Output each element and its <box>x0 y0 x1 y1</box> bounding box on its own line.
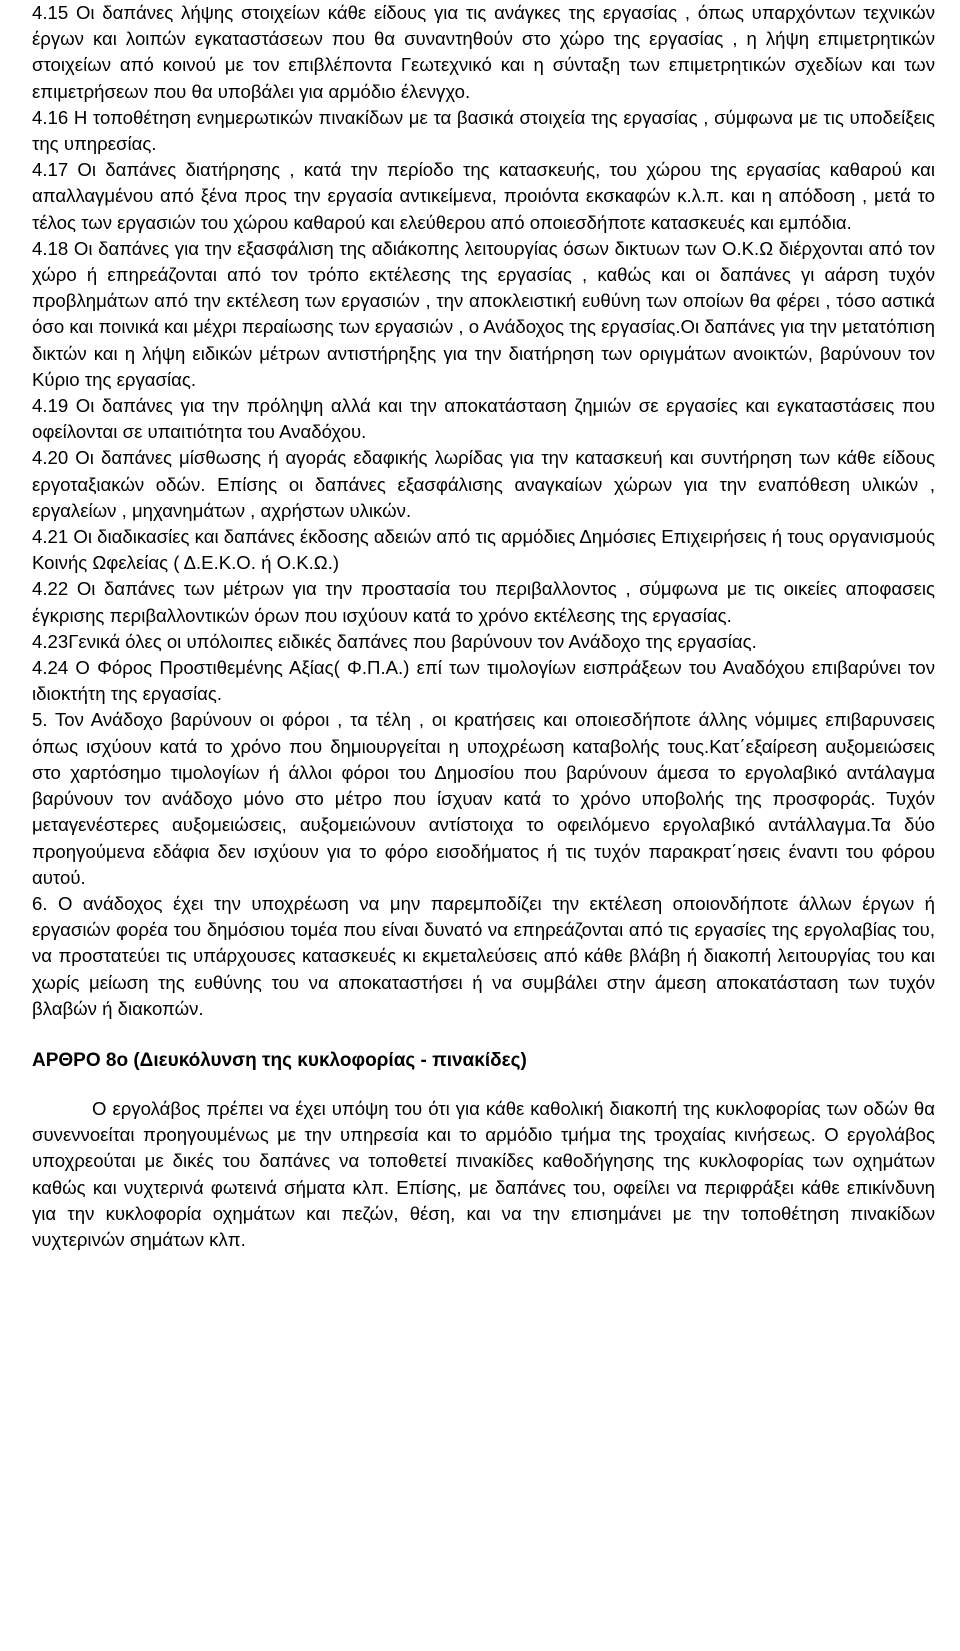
paragraph-5: 5. Τον Ανάδοχο βαρύνουν οι φόροι , τα τέλη , οι κρατήσεις και οποιεσδήποτε άλλης νόμιμες επιβαρυνσεις όπως ισχύουν κατά το χρόνο που δημιουργείται η υποχρέωση καταβολής τους.Κατ΄εξαίρεση αυξομειώσεις στο χαρτόσημο τιμολογίων ή άλλοι φόροι του Δημοσίου που βαρύνουν άμεσα το εργολαβικό αντάλαγμα βαρύνουν τον ανάδοχο μόνο στο μέτρο που ίσχυαν κατά το χρόνο υποβολής της προσφοράς. Τυχόν μεταγενέστερες αυξομειώσεις, αυξομειώνουν αντίστοιχα το οφειλόμενο εργολαβικό αντάλλαγμα.Τα δύο προηγούμενα εδάφια δεν ισχύουν για το φόρο εισοδήματος ή τις τυχόν παρακρατ΄ησεις έναντι του φόρου αυτού. <box>32 709 935 888</box>
paragraph-4-18: 4.18 Οι δαπάνες για την εξασφάλιση της αδιάκοπης λειτουργίας όσων δικτυων των Ο.Κ.Ω διέρχονται από τον χώρο ή επηρεάζονται από τον τρόπο εκτέλεσης της εργασίας , καθώς και οι δαπάνες γι αάρση τυχόν προβλημάτων από την εκτέλεση των εργασιών , την αποκλειστική ευθύνη των οποίων θα φέρει , τόσο αστικά όσο και ποινικά και μέχρι περαίωσης των εργασιών , ο Ανάδοχος της εργασίας.Οι δαπάνες για την μετατόπιση δικτών και η λήψη ειδικών μέτρων αντιστήρηξης για την διατήρηση των οριγμάτων ανοικτών, βαρύνουν τον Κύριο της εργασίας. <box>32 237 935 390</box>
paragraph-4-22: 4.22 Οι δαπάνες των μέτρων για την προστασία του περιβαλλοντος , σύμφωνα με τις οικείες αποφασεις έγκρισης περιβαλλοντικών όρων που ισχύουν κατά το χρόνο εκτέλεσης της εργασίας. <box>32 578 935 626</box>
article-heading: ΑΡΘΡΟ 8ο (Διευκόλυνση της κυκλοφορίας - πινακίδες) <box>32 1049 527 1071</box>
paragraph-4-20: 4.20 Οι δαπάνες μίσθωσης ή αγοράς εδαφικής λωρίδας για την κατασκευή και συντήρηση των κάθε είδους εργοταξιακών οδών. Επίσης οι δαπάνες εξασφάλισης αναγκαίων χώρων για την εναπόθεση υλικών , εργαλείων , μηχανημάτων , αχρήστων υλικών. <box>32 447 935 521</box>
paragraph-4-17: 4.17 Οι δαπάνες διατήρησης , κατά την περίοδο της κατασκευής, του χώρου της εργασίας καθαρού και απαλλαγμένου από ξένα προς την εργασία αντικείμενα, προιόντα εκσκαφών κ.λ.π. και η απόδοση , μετά το τέλος των εργασιών του χώρου καθαρού και ελεύθερου από οποιεσδήποτε κατασκευές και εμπόδια. <box>32 159 935 233</box>
paragraph-4-15: 4.15 Οι δαπάνες λήψης στοιχείων κάθε είδους για τις ανάγκες της εργασίας , όπως υπαρχόντων τεχνικών έργων και λοιπών εγκαταστάσεων που θα συναντηθούν στο χώρο της εργασίας , η λήψη επιμετρητικών στοιχείων από κοινού με τον επιβλέποντα Γεωτεχνικό και η σύνταξη των επιμετρητικών σχεδίων και των επιμετρήσεων που θα υποβάλει για αρμόδιο έλενγχο. <box>32 2 935 102</box>
paragraph-4-16: 4.16 Η τοποθέτηση ενημερωτικών πινακίδων με τα βασικά στοιχεία της εργασίας , σύμφωνα με τις υποδείξεις της υπηρεσίας. <box>32 106 935 155</box>
spacer <box>32 1022 935 1048</box>
paragraph-4-23: 4.23Γενικά όλες οι υπόλοιπες ειδικές δαπάνες που βαρύνουν τον Ανάδοχο της εργασίας. <box>32 630 757 652</box>
paragraph-6: 6. Ο ανάδοχος έχει την υποχρέωση να μην παρεμποδίζει την εκτέλεση οποιονδήποτε άλλων έργων ή εργασιών φορέα του δημόσιου τομέα που είναι δυνατό να επηρεάζονται από τις εργασίες της εργολαβίας του, να προστατεύει τις υπάρχουσες κατασκευές κι εκμεταλεύσεις από κάθε βλάβη ή διακοπή λειτουργίας του και χωρίς μείωση της ευθύνης του να αποκαταστήσει ή να συμβάλει στην άμεση αποκατάσταση των τυχόν βλαβών ή διακοπών. <box>32 892 935 1019</box>
spacer <box>32 1074 935 1096</box>
paragraph-4-19: 4.19 Οι δαπάνες για την πρόληψη αλλά και την αποκατάσταση ζημιών σε εργασίες και εγκαταστάσεις που οφείλονται σε υπαιτιότητα του Αναδόχου. <box>32 395 935 443</box>
paragraph-4-21: 4.21 Οι διαδικασίες και δαπάνες έκδοσης αδειών από τις αρμόδιες Δημόσιες Επιχειρήσεις ή τους οργανισμούς Κοινής Ωφελείας ( Δ.Ε.Κ.Ο. ή Ο.Κ.Ω.) <box>32 526 935 574</box>
article-body: Ο εργολάβος πρέπει να έχει υπόψη του ότι για κάθε καθολική διακοπή της κυκλοφορίας των οδών θα συνεννοείται προηγουμένως με την υπηρεσία και το αρμόδιο τμήμα της τροχαίας κινήσεως. Ο εργολάβος υποχρεούται με δικές του δαπάνες να τοποθετεί πινακίδες καθοδήγησης της κυκλοφορίας των οχημάτων καθώς και νυχτερινά φωτεινά σήματα κλπ. Επίσης, με δαπάνες του, οφείλει να περιφράξει κάθε επικίνδυνη για την κυκλοφορία οχημάτων και πεζών, θέση, και να την επισημάνει με την τοποθέτηση πινακίδων νυχτερινών σημάτων κλπ. <box>32 1097 935 1250</box>
paragraph-4-24: 4.24 Ο Φόρος Προστιθεμένης Αξίας( Φ.Π.Α.) επί των τιμολογίων εισπράξεων του Αναδόχου επιβαρύνει τον ιδιοκτήτη της εργασίας. <box>32 657 935 705</box>
